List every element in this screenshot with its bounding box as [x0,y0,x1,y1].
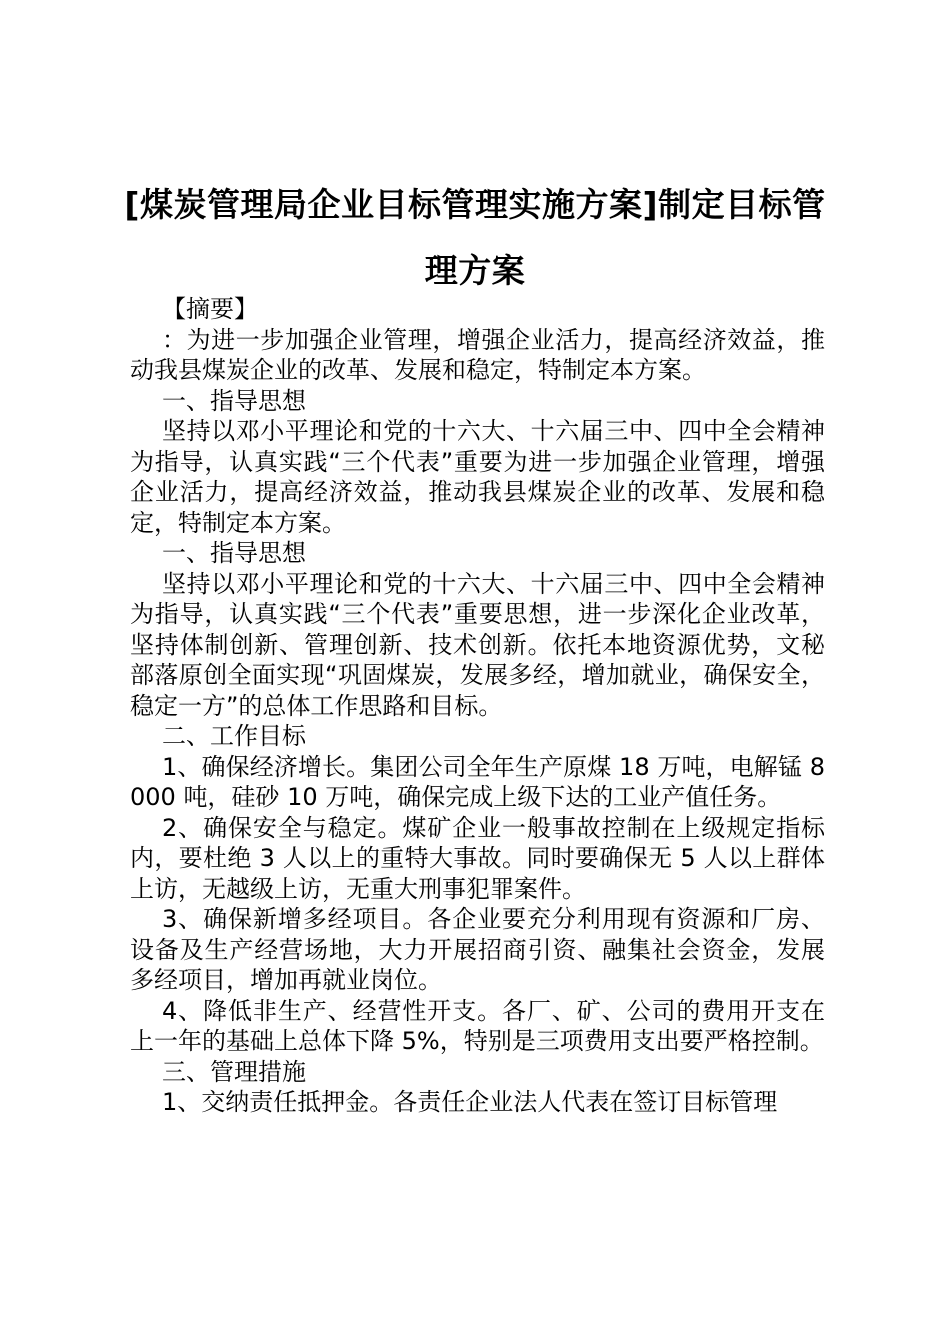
document-title: [煤炭管理局企业目标管理实施方案]制定目标管理方案 [124,185,826,290]
document-body [130,294,825,1118]
measure-item-1: 1、交纳责任抵押金。各责任企业法人代表在签订目标管理 [162,1088,778,1116]
section-heading-guiding-thought: 一、指导思想 [162,386,306,415]
goal-item-4: 4、降低非生产、经营性开支。各厂、矿、公司的费用开支在上一年的基础上总体下降 5%，特别是三项费用支出要严格控制。 [130,996,825,1055]
goal-item-3: 3、确保新增多经项目。各企业要充分利用现有资源和厂房、设备及生产经营场地，大力开展招商引资、融集社会资金，发展多经项目，增加再就业岗位。 [130,905,825,994]
abstract-heading: 【摘要】 [162,295,258,323]
goal-item-2: 2、确保安全与稳定。煤矿企业一般事故控制在上级规定指标内，要杜绝 3 人以上的重特大事故。同时要确保无 5 人以上群体上访，无越级上访，无重大刑事犯罪案件。 [130,813,825,903]
section-heading-work-goals: 二、工作目标 [162,722,306,750]
section-heading-management-measures: 三、管理措施 [162,1057,306,1086]
section-heading-guiding-thought-repeat: 一、指导思想 [162,539,306,567]
body-paragraph: 坚持以邓小平理论和党的十六大、十六届三中、四中全会精神为指导，认真实践“三个代表”重要为进一步加强企业管理，增强企业活力，提高经济效益，推动我县煤炭企业的改革、发展和稳定，特制定本方案。 [130,417,825,537]
abstract-paragraph: ：为进一步加强企业管理，增强企业活力，提高经济效益，推动我县煤炭企业的改革、发展和稳定，特制定本方案。 [130,325,825,384]
goal-item-1: 1、确保经济增长。集团公司全年生产原煤 18 万吨，电解锰 8000 吨，硅砂 10 万吨，确保完成上级下达的工业产值任务。 [130,752,825,811]
body-paragraph: 坚持以邓小平理论和党的十六大、十六届三中、四中全会精神为指导，认真实践“三个代表”重要思想，进一步深化企业改革，坚持体制创新、管理创新、技术创新。依托本地资源优势，文秘部落原创全面实现“巩固煤炭，发展多经，增加就业，确保安全，稳定一方”的总体工作思路和目标。 [130,569,825,720]
